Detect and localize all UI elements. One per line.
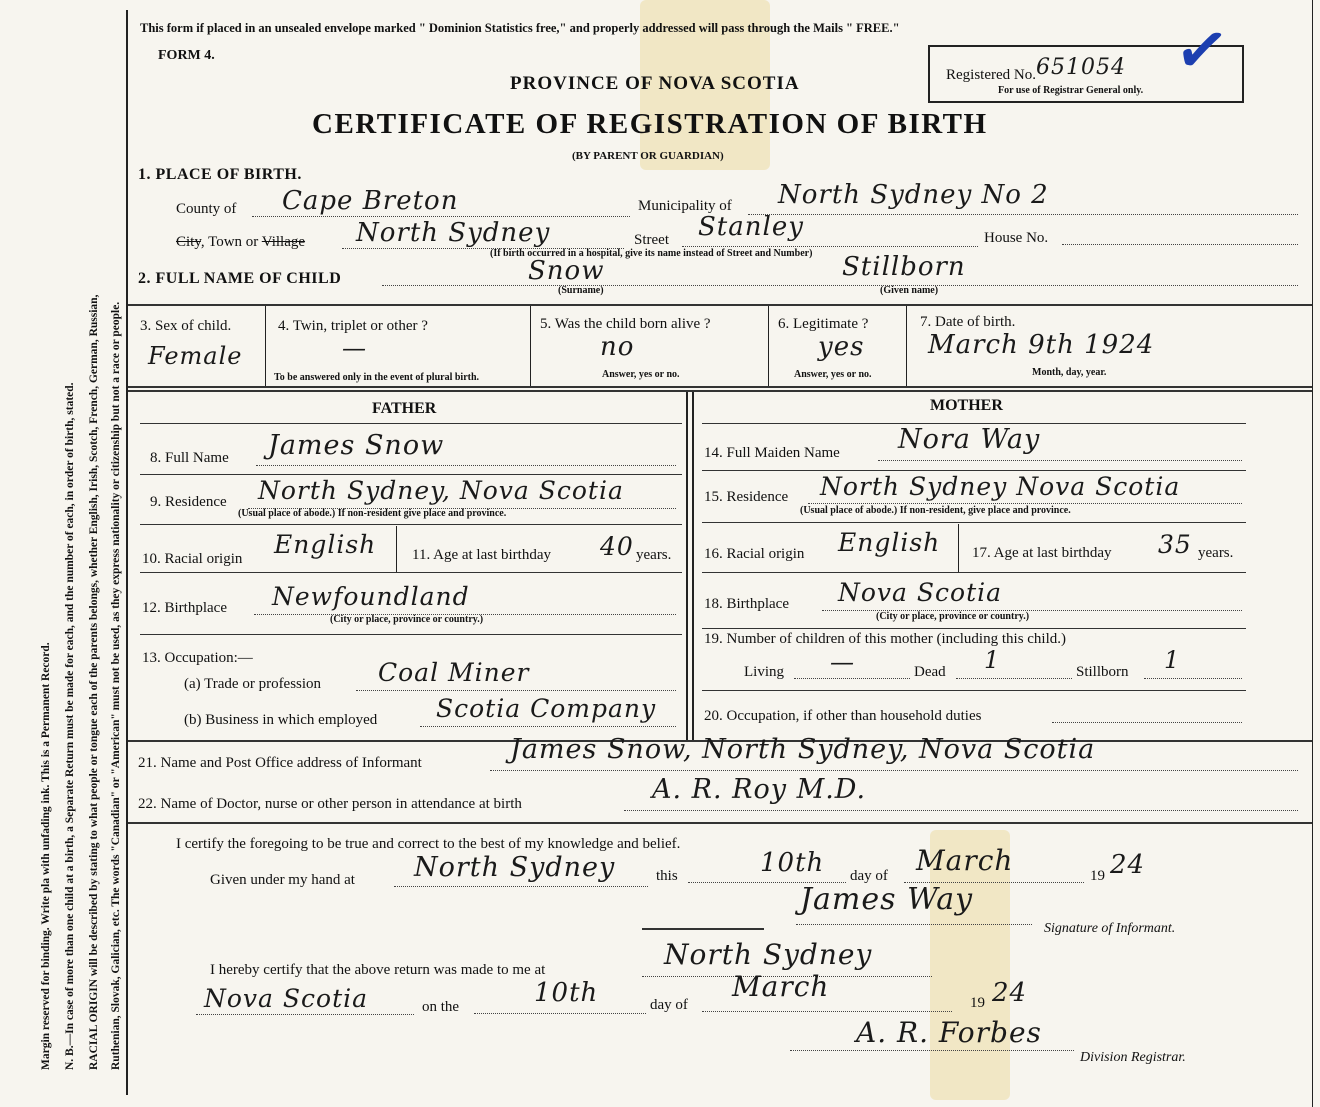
parents-top xyxy=(128,390,1312,392)
municipality-value: North Sydney No 2 xyxy=(778,180,1049,210)
mother-birthplace-value: Nova Scotia xyxy=(838,578,1003,607)
row-divider xyxy=(128,304,1312,306)
business-value: Scotia Company xyxy=(436,694,657,723)
dead-value: 1 xyxy=(984,646,1001,674)
living-line xyxy=(794,678,910,679)
on-the-label: on the xyxy=(422,999,460,1015)
dob-label: 7. Date of birth. xyxy=(920,314,1016,330)
street-value: Stanley xyxy=(698,212,804,242)
twin-label: 4. Twin, triplet or other ? xyxy=(278,318,428,334)
given-under-hand-label: Given under my hand at xyxy=(210,872,355,888)
child-name-label: 2. FULL NAME OF CHILD xyxy=(138,270,342,287)
county-line xyxy=(252,216,630,217)
informant-line xyxy=(490,770,1298,771)
legitimate-value: yes xyxy=(818,332,865,362)
sex-value: Female xyxy=(148,342,243,370)
town-value: North Sydney xyxy=(356,218,551,248)
trade-label: (a) Trade or profession xyxy=(184,676,322,692)
given-name-label: (Given name) xyxy=(880,285,939,296)
registrar-province-value: Nova Scotia xyxy=(204,984,369,1013)
registrar-certify-label: I hereby certify that the above return was made to me at xyxy=(210,962,546,978)
row-line xyxy=(140,524,682,525)
child-surname: Snow xyxy=(528,256,605,286)
legitimate-note: Answer, yes or no. xyxy=(794,369,872,380)
father-age-label: 11. Age at last birthday xyxy=(412,547,551,563)
trade-value: Coal Miner xyxy=(378,658,530,687)
row-line xyxy=(140,423,682,424)
given-place-value: North Sydney xyxy=(414,852,616,883)
month-value: March xyxy=(916,844,1014,877)
doctor-line xyxy=(624,810,1298,811)
municipality-label: Municipality of xyxy=(638,198,732,214)
mother-residence-note: (Usual place of abode.) If non-resident, give place and province. xyxy=(800,505,1071,516)
place-of-birth-heading: 1. PLACE OF BIRTH. xyxy=(138,166,302,183)
row-line xyxy=(140,634,682,635)
year-prefix: 19 xyxy=(1090,868,1105,884)
child-given-name: Stillborn xyxy=(842,252,966,282)
certify-text: I certify the foregoing to be true and correct to the best of my knowledge and belief. xyxy=(176,836,681,852)
row-line xyxy=(140,572,682,573)
mother-race-label: 16. Racial origin xyxy=(704,546,805,562)
year-value: 24 xyxy=(1110,850,1146,880)
province-heading: PROVINCE OF NOVA SCOTIA xyxy=(510,73,800,94)
margin-note-4: Ruthenian, Slovak, Galician, etc. The words "Canadian" or "American" must not be used, as they express nationality or citizenship but not a race or people. xyxy=(110,301,122,1070)
mother-occupation-line xyxy=(1052,722,1242,723)
child-name-line xyxy=(382,285,1298,286)
stillborn-value: 1 xyxy=(1164,646,1181,674)
father-name-value: James Snow xyxy=(268,430,445,461)
dead-line xyxy=(956,678,1072,679)
registrar-signature-line xyxy=(790,1050,1074,1051)
house-number-line xyxy=(1062,244,1298,245)
father-birthplace-label: 12. Birthplace xyxy=(142,600,227,616)
city-label-struck: City xyxy=(176,234,201,250)
father-heading: FATHER xyxy=(372,400,437,417)
mother-residence-label: 15. Residence xyxy=(704,489,789,505)
mother-heading: MOTHER xyxy=(930,397,1003,414)
alive-note: Answer, yes or no. xyxy=(602,369,680,380)
dead-label: Dead xyxy=(914,664,946,680)
doctor-label: 22. Name of Doctor, nurse or other person in attendance at birth xyxy=(138,796,522,812)
registrar-month-line xyxy=(702,1011,952,1012)
village-label-struck: Village xyxy=(261,234,306,250)
registered-label: Registered No. xyxy=(946,67,1036,83)
town-label: , Town or xyxy=(200,234,259,250)
municipality-line xyxy=(748,214,1298,215)
twin-value: — xyxy=(342,334,367,362)
form-number: FORM 4. xyxy=(158,48,215,63)
registrar-signature-label: Division Registrar. xyxy=(1080,1050,1186,1065)
col-divider xyxy=(530,306,531,386)
registrar-note: For use of Registrar General only. xyxy=(998,85,1144,96)
day-of-label: day of xyxy=(850,868,888,884)
registrar-signature: A. R. Forbes xyxy=(856,1016,1042,1049)
father-residence-label: 9. Residence xyxy=(150,494,227,510)
mother-residence-value: North Sydney Nova Scotia xyxy=(820,472,1181,501)
living-label: Living xyxy=(744,664,784,680)
business-line xyxy=(420,726,676,727)
father-age-value: 40 xyxy=(600,532,634,561)
col-divider xyxy=(768,306,769,386)
col-divider xyxy=(396,526,397,572)
col-divider xyxy=(265,306,266,386)
registrar-day-of-label: day of xyxy=(650,997,688,1013)
row-line xyxy=(702,628,1246,629)
informant-signature-line xyxy=(796,924,1032,925)
county-label: County of xyxy=(176,201,237,217)
stillborn-line xyxy=(1144,678,1242,679)
living-value: — xyxy=(830,648,855,676)
registrar-month-value: March xyxy=(732,970,830,1003)
mother-age-label: 17. Age at last birthday xyxy=(972,545,1112,561)
row-divider xyxy=(128,386,1312,388)
father-race-value: English xyxy=(274,530,377,559)
registrar-day-value: 10th xyxy=(534,978,599,1008)
mother-name-value: Nora Way xyxy=(898,424,1041,455)
registrar-place-value: North Sydney xyxy=(664,938,873,971)
margin-note-3: RACIAL ORIGIN will be described by stating to what people or tongue each of the parents belongs, whether English, Irish, Scotch, French, German, Russian, xyxy=(88,294,100,1070)
mail-notice: This form if placed in an unsealed envelope marked " Dominion Statistics free," and properly addressed will pass through the Mails " FREE." xyxy=(140,21,900,35)
mother-name-label: 14. Full Maiden Name xyxy=(704,445,840,461)
street-label: Street xyxy=(634,232,669,248)
row-line xyxy=(140,474,682,475)
hospital-note: (If birth occurred in a hospital, give its name instead of Street and Number) xyxy=(490,248,813,259)
alive-label: 5. Was the child born alive ? xyxy=(540,316,711,332)
row-line xyxy=(702,470,1246,471)
margin-note-1: Margin reserved for binding. Write pla with unfading ink. This is a Permanent Record. xyxy=(40,642,52,1070)
father-residence-note: (Usual place of abode.) If non-resident give place and province. xyxy=(238,508,507,519)
surname-label: (Surname) xyxy=(558,285,604,296)
dob-value: March 9th 1924 xyxy=(928,330,1155,360)
legitimate-label: 6. Legitimate ? xyxy=(778,316,869,332)
father-name-line xyxy=(256,465,676,466)
registered-number: 651054 xyxy=(1036,55,1126,80)
informant-label: 21. Name and Post Office address of Informant xyxy=(138,755,422,771)
doctor-value: A. R. Roy M.D. xyxy=(652,774,867,805)
check-icon: ✓ xyxy=(1170,11,1234,90)
mother-age-value: 35 xyxy=(1158,530,1192,559)
col-divider xyxy=(906,306,907,386)
registrar-province-line xyxy=(196,1014,414,1015)
mother-age-unit: years. xyxy=(1198,545,1234,561)
given-place-line xyxy=(394,886,648,887)
short-divider xyxy=(642,928,764,930)
day-value: 10th xyxy=(760,848,825,878)
sex-label: 3. Sex of child. xyxy=(140,318,232,334)
alive-value: no xyxy=(600,332,635,362)
row-line xyxy=(702,522,1246,523)
mother-birthplace-note: (City or place, province or country.) xyxy=(876,611,1030,622)
father-occupation-label: 13. Occupation:— xyxy=(142,650,253,666)
this-label: this xyxy=(656,868,678,884)
document-subtitle: (BY PARENT OR GUARDIAN) xyxy=(572,150,724,162)
father-residence-value: North Sydney, Nova Scotia xyxy=(258,476,624,505)
children-count-label: 19. Number of children of this mother (including this child.) xyxy=(704,631,1067,647)
mother-birthplace-label: 18. Birthplace xyxy=(704,596,789,612)
mother-race-value: English xyxy=(838,528,941,557)
mother-residence-line xyxy=(808,503,1242,504)
registrar-year-value: 24 xyxy=(992,978,1028,1008)
document-title: CERTIFICATE OF REGISTRATION OF BIRTH xyxy=(312,108,988,140)
street-line xyxy=(682,246,978,247)
informant-signature-label: Signature of Informant. xyxy=(1044,921,1176,936)
stillborn-label: Stillborn xyxy=(1076,664,1129,680)
dob-note: Month, day, year. xyxy=(1032,367,1107,378)
informant-signature: James Way xyxy=(800,882,974,917)
registrar-day-line xyxy=(474,1013,646,1014)
mother-name-line xyxy=(878,460,1242,461)
margin-note-2: N. B.—In case of more than one child at a birth, a Separate Return must be made for each, and the number of each, in order of birth, stated. xyxy=(64,382,76,1070)
col-divider xyxy=(958,524,959,572)
section-divider xyxy=(128,822,1312,824)
father-age-unit: years. xyxy=(636,547,672,563)
father-race-label: 10. Racial origin xyxy=(142,551,243,567)
father-birthplace-value: Newfoundland xyxy=(272,582,470,611)
mother-occupation-label: 20. Occupation, if other than household duties xyxy=(704,708,982,724)
twin-note: To be answered only in the event of plural birth. xyxy=(274,372,480,383)
row-line xyxy=(702,690,1246,691)
informant-value: James Snow, North Sydney, Nova Scotia xyxy=(510,734,1096,765)
house-number-label: House No. xyxy=(984,230,1049,246)
trade-line xyxy=(356,690,676,691)
county-value: Cape Breton xyxy=(282,186,459,216)
registrar-year-prefix: 19 xyxy=(970,995,985,1011)
business-label: (b) Business in which employed xyxy=(184,712,378,728)
city-town-label xyxy=(176,234,305,251)
father-birthplace-note: (City or place, province or country.) xyxy=(330,614,484,625)
row-line xyxy=(702,572,1246,573)
father-name-label: 8. Full Name xyxy=(150,450,229,466)
